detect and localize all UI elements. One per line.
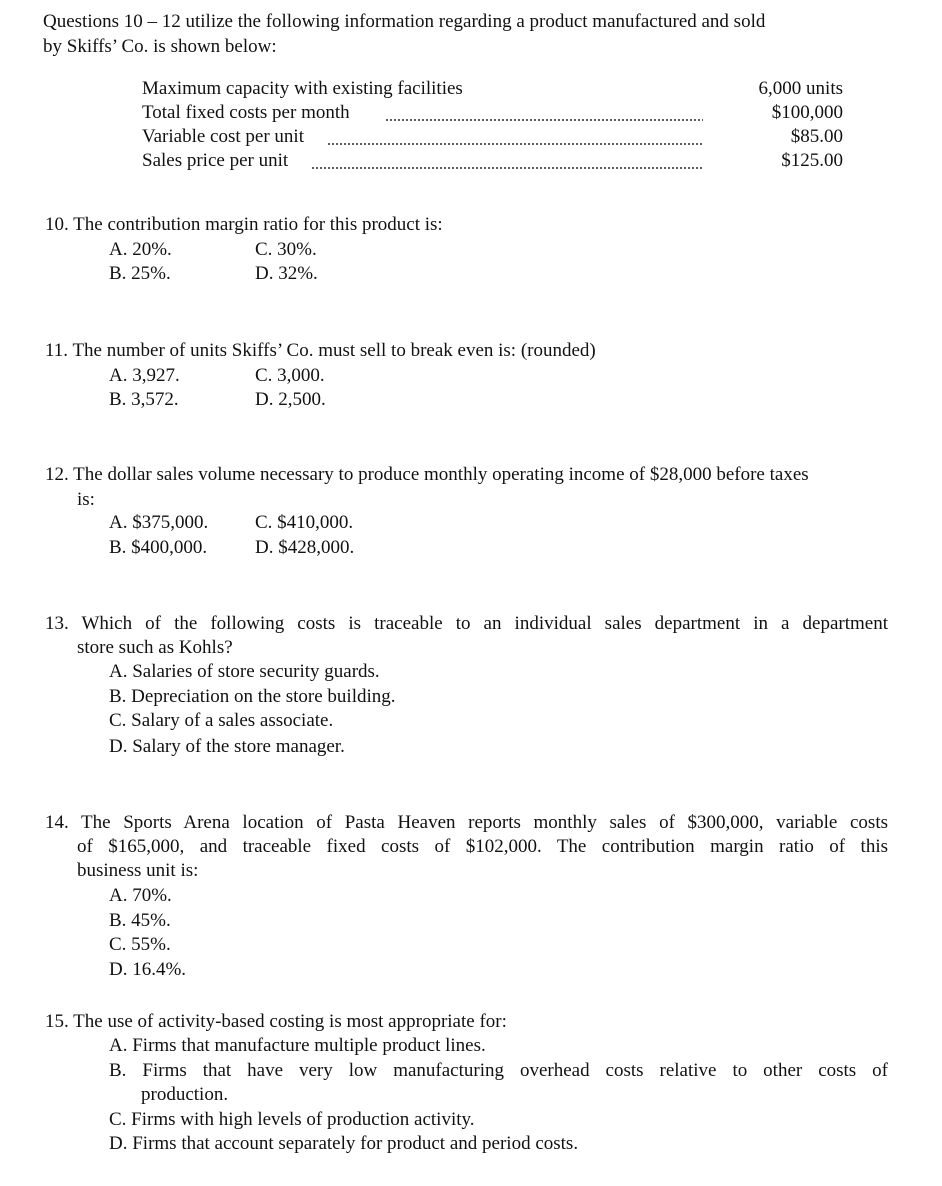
info-label: Maximum capacity with existing facilities (142, 78, 463, 99)
option-a: A. Salaries of store security guards. (109, 661, 380, 682)
question-stem-cont: is: (77, 489, 95, 510)
question-stem: 13. Which of the following costs is traceable to an individual sales department in a department (45, 613, 888, 634)
option-d: D. $428,000. (255, 537, 355, 558)
option-d: D. Salary of the store manager. (109, 736, 345, 757)
option-a: A. 20%. (109, 239, 172, 260)
option-d: D. 16.4%. (109, 959, 187, 980)
option-a: A. 3,927. (109, 365, 180, 386)
option-d: D. Firms that account separately for product and period costs. (109, 1133, 579, 1154)
option-c: C. $410,000. (255, 512, 354, 533)
intro-line-2: by Skiffs’ Co. is shown below: (43, 36, 277, 57)
intro-line-1: Questions 10 – 12 utilize the following information regarding a product manufactured and sold (43, 11, 766, 32)
option-a: A. Firms that manufacture multiple product lines. (109, 1035, 486, 1056)
option-b: B. Depreciation on the store building. (109, 686, 396, 707)
info-label: Variable cost per unit (142, 126, 304, 147)
info-value: $85.00 (790, 126, 843, 147)
question-stem-cont: of $165,000, and traceable fixed costs of $102,000. The contribution margin ratio of this (77, 836, 888, 857)
info-value: $100,000 (771, 102, 843, 123)
option-c: C. 30%. (255, 239, 317, 260)
question-stem: 12. The dollar sales volume necessary to produce monthly operating income of $28,000 before taxes (45, 464, 809, 485)
question-stem: 14. The Sports Arena location of Pasta Heaven reports monthly sales of $300,000, variable costs (45, 812, 888, 833)
option-b: B. Firms that have very low manufacturing overhead costs relative to other costs of (109, 1060, 888, 1081)
question-stem: 15. The use of activity-based costing is most appropriate for: (45, 1011, 507, 1032)
option-c: C. Firms with high levels of production activity. (109, 1109, 475, 1130)
info-label: Total fixed costs per month (142, 102, 350, 123)
info-label: Sales price per unit (142, 150, 289, 171)
dot-leader (385, 119, 703, 121)
option-b-cont: production. (141, 1084, 229, 1105)
option-d: D. 2,500. (255, 389, 326, 410)
question-stem: 10. The contribution margin ratio for this product is: (45, 214, 443, 235)
option-b: B. 25%. (109, 263, 171, 284)
dot-leader (327, 143, 703, 145)
option-c: C. Salary of a sales associate. (109, 710, 334, 731)
option-b: B. 3,572. (109, 389, 179, 410)
info-value: $125.00 (781, 150, 843, 171)
option-d: D. 32%. (255, 263, 318, 284)
info-value: 6,000 units (758, 78, 843, 99)
option-c: C. 3,000. (255, 365, 325, 386)
option-a: A. 70%. (109, 885, 172, 906)
dot-leader (311, 167, 703, 169)
question-stem: 11. The number of units Skiffs’ Co. must sell to break even is: (rounded) (45, 340, 596, 361)
option-b: B. 45%. (109, 910, 171, 931)
option-c: C. 55%. (109, 934, 171, 955)
question-stem-cont: business unit is: (77, 860, 199, 881)
option-b: B. $400,000. (109, 537, 208, 558)
question-stem-cont: store such as Kohls? (77, 637, 233, 658)
option-a: A. $375,000. (109, 512, 209, 533)
